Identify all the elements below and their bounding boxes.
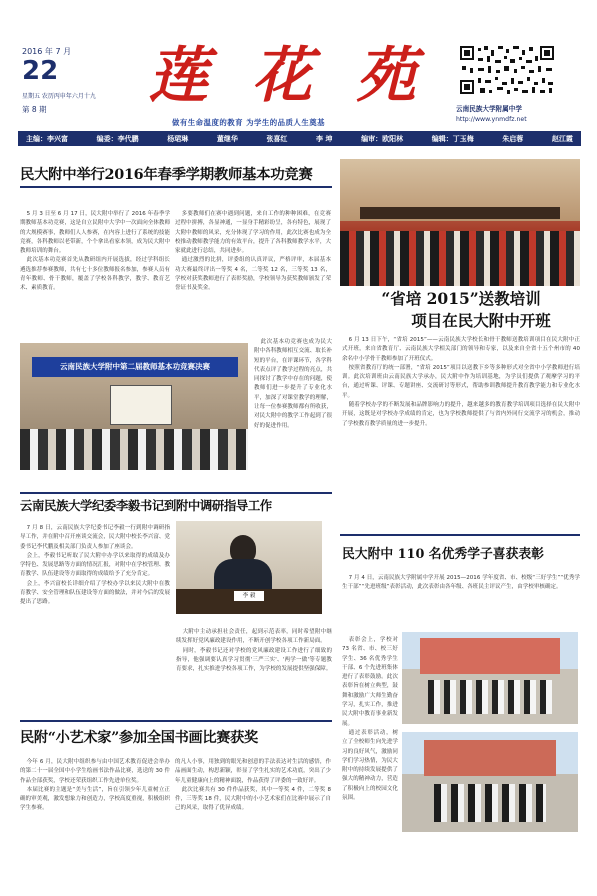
meeting-photo	[176, 521, 322, 614]
projector-screen	[110, 385, 172, 425]
article-2-paragraph: 会上，李毅书记听取了民大附中办学以来取得的成绩及办学特色、发展思路等方面的情况汇报，对附中在学校管理、教育教学、队伍建设等方面取得的成绩给予了充分肯定。	[20, 552, 170, 578]
divider	[20, 720, 332, 722]
article-1-headline: 民大附中举行2016年春季学期教师基本功竞赛	[20, 166, 313, 183]
training-photo	[340, 159, 580, 286]
article-3-paragraph: 按照省教育厅的统一部署，“省培 2015”项目以送教下乡等多种形式对全省中小学教师进行培训。此次培训班由云南民族大学承办，民大附中作为培训基地，为学员们提供了观摩学习的平台，通过听课、评课、专题讲座、交流研讨等形式，帮助参训教师提升教育教学能力和专业化水平。	[342, 364, 580, 399]
article-1-col-1	[20, 210, 170, 294]
editor-board: 编委：李代鹏	[96, 134, 139, 143]
editor-member: 李 坤	[316, 134, 333, 143]
article-3-headline-line-2: 项目在民大附中开班	[411, 311, 551, 330]
masthead-slogan: 做有生命温度的教育 为学生的品质人生奠基	[172, 118, 325, 127]
article-4-paragraph: 表彰会上，学校对 73 名省、市、校三好学生、36 名优秀学生干部、6 个先进班集体进行了表彰鼓励。此次表彰旨在树立典型，鼓舞和激励广大师生勤奋学习，扎实工作，推进民大附中教育事业新发展。	[342, 637, 398, 727]
article-1-paragraph: 多要教师们在赛中遇到问题，来自工作的种种困难，在竞赛过程中拼搏，各显神通，一显身手精彩纷呈，各有特色，展现了大附中教师的风采，充分体现了学习的作用，此次比赛也成为全校推动教师教学能力的有效平台，提升了各科教师教学水平，大家就此进行总结，共同进步。	[175, 211, 331, 255]
article-1-paragraph: 此次基本功竞赛也成为民大附中各科教师相互交流、取长补短的平台，在评课环节，各学科代表点评了教学过程的亮点，共同探讨了教学中存在的问题，使教师们进一步提升了专业化水平，加深了对课堂教学的理解，让每一位参赛教师都有所收获，对民大附中的教学工作起到了很好的促进作用。	[254, 339, 332, 429]
article-2-headline: 云南民族大学纪委李毅书记到附中调研指导工作	[20, 498, 272, 513]
editor-member: 董继华	[216, 134, 238, 143]
article-4-paragraph: 通过表彰活动，树立了全校师生向先进学习的良好风气，激励同学们学习热情，为民大附中的持续发展提供了强大的精神动力，营造了积极向上的校园文化氛围。	[342, 729, 398, 802]
article-5-paragraph: 本届比赛的主题是“美与生活”，旨在引领少年儿童树立正确的审美观，激发想象力和创造力，学校高度重视，积极组织学生参赛。	[20, 786, 170, 812]
article-2-col-1	[20, 524, 170, 608]
article-3-body	[342, 336, 580, 429]
audience	[20, 429, 248, 470]
article-1-col-3	[254, 338, 332, 431]
article-2-col-2	[176, 628, 332, 674]
competition-banner: 云南民族大学附中第二届教师基本功竞赛决赛	[32, 357, 238, 377]
editors-bar	[18, 131, 581, 146]
editor-editor: 编辑：丁玉梅	[431, 134, 474, 143]
competition-photo	[20, 343, 248, 470]
article-2-paragraph: 大附中主动承担社会责任，起到示范表率，同时希望附中继续发挥好党风廉政建设作用，不断开创学校各项工作新局面。	[176, 629, 332, 645]
editor-member: 朱启蓉	[502, 134, 524, 143]
article-4-paragraph: 7 月 4 日，云南民族大学附属中学开展 2015—2016 学年度省、市、校级“三好学生”“优秀学生干部”“先进班级”表彰活动，此次表彰由各年级、各班民主评议产生，由学校审核确定。	[342, 575, 580, 591]
article-3-headline	[342, 288, 580, 332]
editor-reviewer: 编审：欧阳林	[361, 134, 404, 143]
issue-date-month: 2016 年 7 月	[22, 47, 72, 56]
article-3-paragraph: 6 月 13 日下午，“省培 2015”——云南民族大学校长和骨干教师送教培训项目在民大附中正式开班，来自省教育厅、云南民族大学相关部门的领导和专家，以及来自全省十五个州市的 40 余名中小学骨干教师参加了开班仪式。	[342, 337, 580, 362]
editor-member: 杨珺琳	[167, 134, 189, 143]
divider	[340, 534, 580, 536]
editor-chief: 主编：李兴富	[26, 134, 68, 143]
qr-code	[458, 44, 556, 96]
school-name: 云南民族大学附属中学	[456, 105, 522, 113]
title-char-3: 苑	[356, 41, 416, 111]
article-2-paragraph: 会上，李兴富校长详细介绍了学校办学以来民大附中在教育教学、安全管理和队伍建设等方面的做法，并对今后的发展提出了思路。	[20, 580, 170, 606]
school-building	[424, 740, 556, 776]
article-5-paragraph: 今年 6 月，民大附中组织参与由中国艺术教育促进会举办的第二十一届全国中小学生绘画书法作品比赛，选送的 30 件作品全部获奖，学校还荣获组织工作先进单位奖。	[20, 759, 170, 784]
article-3-headline-line-1: “省培 2015”送教培训	[381, 289, 541, 308]
editor-member: 赵江霞	[551, 134, 573, 143]
article-5-col-2	[175, 758, 331, 814]
article-1-paragraph: 通过激烈的比拼，评委组的认真评议，严格评审，本届基本功大赛最终评出一等奖 4 名，二等奖 12 名，三等奖 13 名，学校对获奖教师进行了表彰奖励，学校领导为获奖教师颁发了荣誉证书及奖金。	[175, 257, 331, 292]
article-1-paragraph: 5 月 3 日至 6 月 17 日，民大附中举行了 2016 年春季学期教师基本功竞赛，这是自立民附中大学中一次面向全体教师的大规模赛事，教师们人人参赛，在内容上进行了系统的技能竞赛，各科教师以老带新，个个拿出看家本领，成为民大附中教师培训的舞台。	[20, 211, 170, 255]
student-group	[434, 784, 546, 822]
article-2-paragraph: 7 月 8 日，云南民族大学纪委书记李毅一行到附中调研指导工作，并在附中召开座谈交流会，民大附中校长李兴富、党委书记李代鹏及相关部门负责人参加了座谈会。	[20, 525, 170, 550]
article-5-col-1	[20, 758, 170, 814]
article-2-paragraph: 同时，李毅书记还对学校的党风廉政建设工作进行了细致的指导，他强调要认真学习贯彻'三严三实'、'两学一做'等专题教育要求，扎实推进学校各项工作，为学校的发展提供坚强保障。	[176, 647, 332, 673]
divider	[20, 186, 332, 188]
student-group	[428, 680, 552, 714]
article-1-paragraph: 此次基本功竞赛首先从教研组内开展选拔，经过学科组长遴选推荐参赛教师，共有七十多位教师报名参加，参赛人员有青年教师、骨干教师，覆盖了学校各科教学，教学、教育艺术、素质教育。	[20, 257, 170, 292]
title-char-1: 莲	[148, 41, 208, 111]
issue-number: 第 8 期	[22, 105, 47, 114]
stage-table	[360, 207, 560, 219]
article-5-headline: 民附“小艺术家”参加全国书画比赛获奖	[20, 730, 258, 746]
weekday-lunar-date: 星期五 农历丙申年六月十九	[22, 93, 96, 100]
issue-day: 22	[22, 56, 59, 86]
article-3-paragraph: 随着学校办学的不断发展和品牌影响力的提升，越来越多的教育教学培训项目选择在民大附中开展，这既是对学校办学成绩的肯定，也为学校教师提供了与省内外同行交流学习的机会，推动了学校教育教学质量的进一步提升。	[342, 402, 580, 427]
article-4-narrow-col	[342, 636, 398, 803]
nameplate: 李 毅	[234, 591, 264, 601]
title-char-2: 花	[252, 41, 312, 111]
article-5-paragraph: 此次比赛共有 30 件作品获奖，其中一等奖 4 件，二等奖 8 件，三等奖 18 件，民大附中的小小艺术家们在比赛中展示了自己的风采，取得了优异成绩。	[175, 786, 331, 812]
audience	[340, 231, 580, 286]
school-building	[420, 638, 560, 674]
masthead-title	[148, 40, 416, 112]
article-4-intro	[342, 574, 580, 593]
award-photo-1	[402, 632, 578, 724]
divider	[20, 492, 332, 494]
article-1-col-2	[175, 210, 331, 294]
award-photo-2	[402, 732, 578, 832]
article-4-headline: 民大附中 110 名优秀学子喜获表彰	[342, 547, 544, 562]
article-5-paragraph: 的凡人小事，用独到的眼光和创意的手法表达对生活的感悟，作品画面生动，构思新颖，彰显了学生扎实的艺术功底，突出了少年儿童健康向上的精神面貌，作品获得了评委的一致好评。	[175, 759, 331, 784]
school-website[interactable]: http://www.ynmdfz.net	[456, 116, 527, 123]
editor-member: 张喜红	[266, 134, 288, 143]
